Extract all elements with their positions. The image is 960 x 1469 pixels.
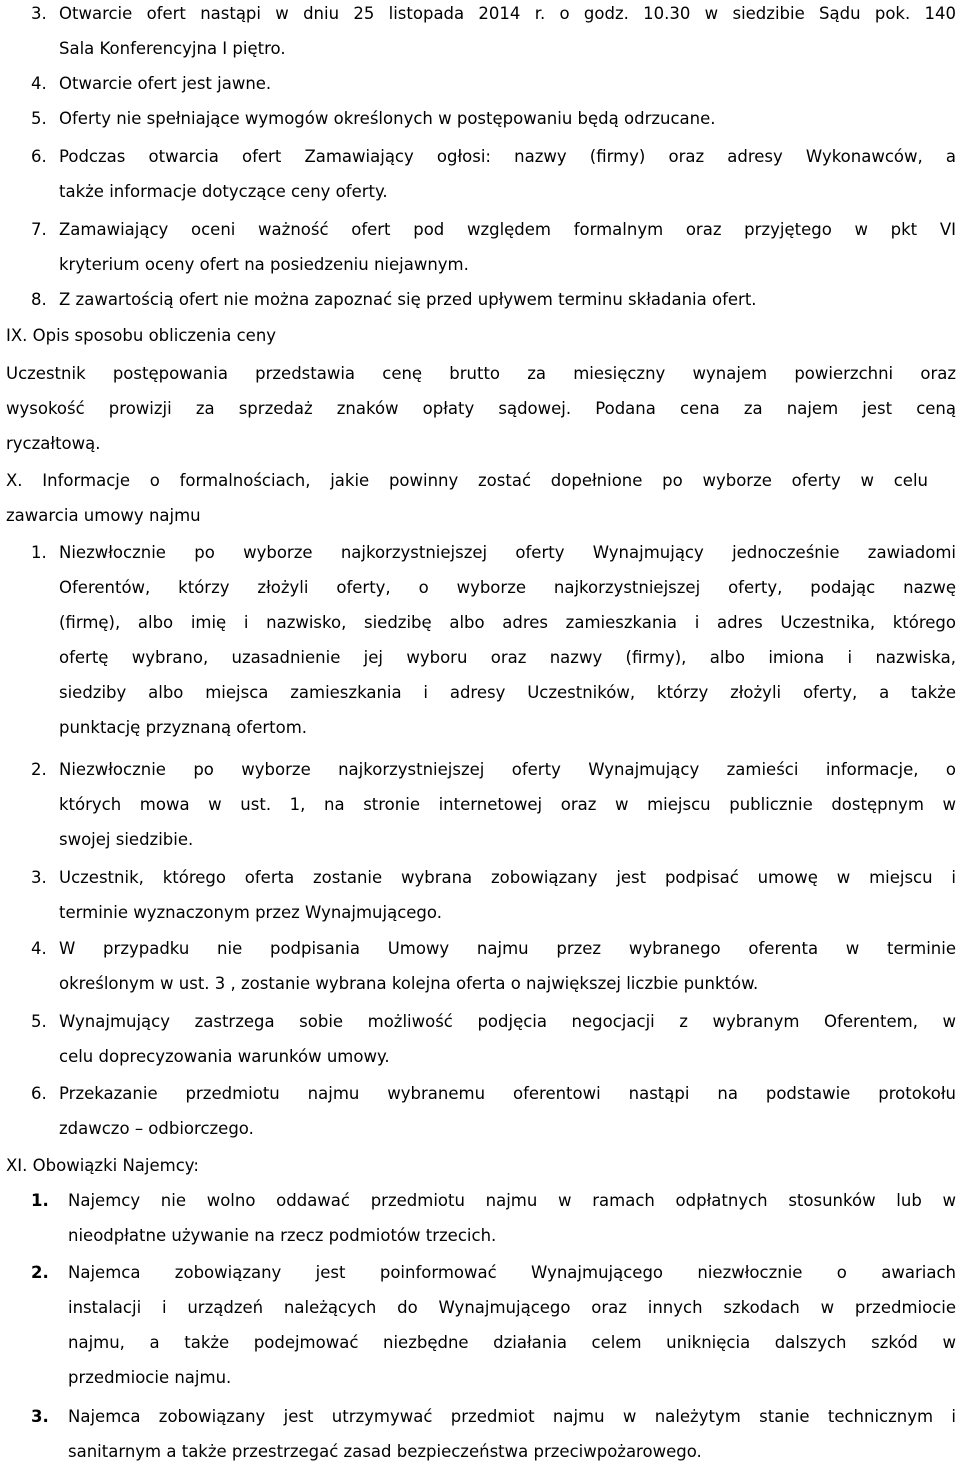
text-line: Wynajmujący zastrzega sobie możliwość podjęcia negocjacji z wybranym Oferentem, w (59, 1012, 956, 1031)
text-line: Uczestnik, którego oferta zostanie wybrana zobowiązany jest podpisać umowę w miejscu i (59, 868, 956, 887)
list-item (31, 139, 956, 209)
text-line: określonym w ust. 3 , zostanie wybrana kolejna oferta o największej liczbie punktów. (59, 974, 759, 993)
section-heading: XI. Obowiązki Najemcy: (6, 1156, 199, 1175)
list-item (31, 1183, 956, 1253)
list-number: 6. (31, 147, 47, 166)
text-line: siedziby albo miejsca zamieszkania i adresy Uczestników, którzy złożyli oferty, a także (59, 683, 956, 702)
list-item (31, 282, 956, 317)
text-line: instalacji i urządzeń należących do Wynajmującego oraz innych szkodach w przedmiocie (68, 1298, 956, 1317)
text-line: sanitarnym a także przestrzegać zasad bezpieczeństwa przeciwpożarowego. (68, 1442, 702, 1461)
list-number: 2. (31, 760, 47, 779)
list-item (31, 101, 956, 136)
list-item (31, 535, 956, 745)
text-line: przedmiocie najmu. (68, 1368, 232, 1387)
text-line: zawarcia umowy najmu (6, 506, 201, 525)
list-item (31, 1255, 956, 1395)
text-line: wysokość prowizji za sprzedaż znaków opłaty sądowej. Podana cena za najem jest ceną (6, 399, 956, 418)
text-line: W przypadku nie podpisania Umowy najmu przez wybranego oferenta w terminie (59, 939, 956, 958)
list-number: 3. (31, 1407, 49, 1426)
section-paragraph (6, 356, 956, 461)
text-line: Przekazanie przedmiotu najmu wybranemu oferentowi nastąpi na podstawie protokołu (59, 1084, 956, 1103)
list-item (31, 752, 956, 857)
list-number: 2. (31, 1263, 49, 1282)
list-item (31, 1399, 956, 1469)
list-number: 5. (31, 1012, 47, 1031)
text-line: Uczestnik postępowania przedstawia cenę brutto za miesięczny wynajem powierzchni oraz (6, 364, 956, 383)
text-line: Oferty nie spełniające wymogów określonych w postępowaniu będą odrzucane. (59, 109, 716, 128)
text-line: Zamawiający oceni ważność ofert pod względem formalnym oraz przyjętego w pkt VI (59, 220, 956, 239)
text-line: Najemcy nie wolno oddawać przedmiotu najmu w ramach odpłatnych stosunków lub w (68, 1191, 956, 1210)
text-line: swojej siedzibie. (59, 830, 194, 849)
text-line: ryczałtową. (6, 434, 101, 453)
text-line: Niezwłocznie po wyborze najkorzystniejszej oferty Wynajmujący jednocześnie zawiadomi (59, 543, 956, 562)
text-line: X. Informacje o formalnościach, jakie powinny zostać dopełnione po wyborze oferty w celu (6, 471, 928, 490)
list-number: 3. (31, 4, 47, 23)
text-line: Z zawartością ofert nie można zapoznać się przed upływem terminu składania ofert. (59, 290, 757, 309)
list-item (31, 66, 956, 101)
text-line: Otwarcie ofert nastąpi w dniu 25 listopada 2014 r. o godz. 10.30 w siedzibie Sądu pok. 140 (59, 4, 956, 23)
list-number: 4. (31, 939, 47, 958)
text-line: terminie wyznaczonym przez Wynajmującego. (59, 903, 442, 922)
list-item (31, 0, 956, 66)
text-line: Sala Konferencyjna I piętro. (59, 39, 286, 58)
list-number: 8. (31, 290, 47, 309)
text-line: Otwarcie ofert jest jawne. (59, 74, 272, 93)
text-line: Niezwłocznie po wyborze najkorzystniejszej oferty Wynajmujący zamieści informacje, o (59, 760, 956, 779)
text-line: Oferentów, którzy złożyli oferty, o wyborze najkorzystniejszej oferty, podając nazwę (59, 578, 956, 597)
list-number: 1. (31, 1191, 49, 1210)
section-heading (6, 463, 928, 533)
list-item (31, 1004, 956, 1074)
list-item (31, 212, 956, 282)
text-line: kryterium oceny ofert na posiedzeniu niejawnym. (59, 255, 469, 274)
list-number: 1. (31, 543, 47, 562)
text-line: punktację przyznaną ofertom. (59, 718, 308, 737)
list-item (31, 860, 956, 930)
text-line: (firmę), albo imię i nazwisko, siedzibę albo adres zamieszkania i adres Uczestnika, którego (59, 613, 956, 632)
text-line: nieodpłatne używanie na rzecz podmiotów trzecich. (68, 1226, 497, 1245)
text-line: celu doprecyzowania warunków umowy. (59, 1047, 390, 1066)
list-number: 5. (31, 109, 47, 128)
list-item (31, 1076, 956, 1146)
section-heading: IX. Opis sposobu obliczenia ceny (6, 326, 277, 345)
list-number: 7. (31, 220, 47, 239)
list-item (31, 931, 956, 1001)
text-line: najmu, a także podejmować niezbędne działania celem uniknięcia dalszych szkód w (68, 1333, 956, 1352)
text-line: Podczas otwarcia ofert Zamawiający ogłosi: nazwy (firmy) oraz adresy Wykonawców, a (59, 147, 956, 166)
text-line: także informacje dotyczące ceny oferty. (59, 182, 388, 201)
list-number: 6. (31, 1084, 47, 1103)
text-line: których mowa w ust. 1, na stronie internetowej oraz w miejscu publicznie dostępnym w (59, 795, 956, 814)
text-line: Najemca zobowiązany jest poinformować Wynajmującego niezwłocznie o awariach (68, 1263, 956, 1282)
list-number: 4. (31, 74, 47, 93)
text-line: Najemca zobowiązany jest utrzymywać przedmiot najmu w należytym stanie technicznym i (68, 1407, 956, 1426)
text-line: zdawczo – odbiorczego. (59, 1119, 254, 1138)
list-number: 3. (31, 868, 47, 887)
text-line: ofertę wybrano, uzasadnienie jej wyboru oraz nazwy (firmy), albo imiona i nazwiska, (59, 648, 956, 667)
